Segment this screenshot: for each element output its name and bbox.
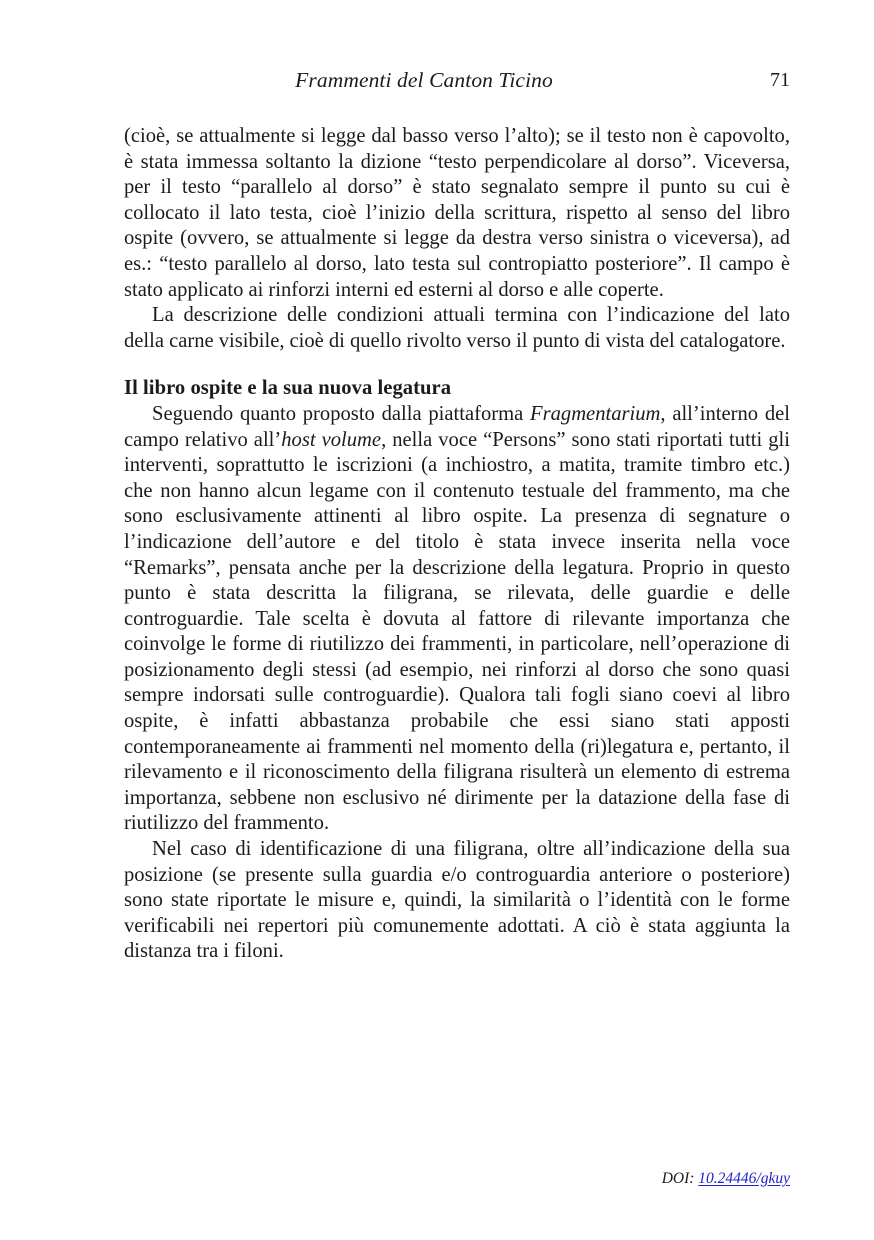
paragraph-descrizione-condizioni: La descrizione delle condizioni attuali termina con l’indicazione del lato della carne visibile, cioè di quello rivolto verso il punto di vista del catalogatore.: [124, 304, 790, 352]
italic-term-host-volume: host volume: [281, 428, 382, 451]
paragraph-text-run-3: , nella voce “Persons” sono stati riportati tutti gli interventi, soprattutto le iscrizioni (a inchiostro, a matita, tramite timbro etc.) che non hanno alcun legame con il contenuto testuale del frammento, ma che sono esclusivamente attinenti al libro ospite. La presenza di segnature o l’indicazione dell’autore e del titolo è stata invece inserita nella voce “Remarks”, pensata anche per la descrizione della legatura. Proprio in questo punto è stata descritta la filigrana, se rilevata, delle guardie e delle controguardie. Tale scelta è dovuta al fattore di rilevante importanza che coinvolge le forme di riutilizzo dei frammenti, in particolare, nell’operazione di posizionamento degli stessi (ad esempio, nei rinforzi al dorso che sono quasi sempre indorsati sulle controguardie). Qualora tali fogli siano coevi al libro ospite, è infatti abbastanza probabile che essi siano stati apposti contemporaneamente ai frammenti nel momento della (ri)legatura e, pertanto, il rilevamento e il riconoscimento della filigrana risulterà un elemento di estrema importanza, sebbene non esclusivo né dirimente per la datazione della fase di riutilizzo del frammento.: [124, 428, 790, 835]
running-head: [124, 68, 790, 98]
doi-footer: [662, 1170, 790, 1188]
italic-term-fragmentarium: Fragmentarium: [530, 402, 661, 425]
doi-link[interactable]: 10.24446/gkuy: [698, 1170, 790, 1187]
paragraph-text-run-2: , all’interno del campo relativo all’: [124, 402, 790, 451]
section-heading-libro-ospite: Il libro ospite e la sua nuova legatura: [124, 377, 452, 400]
page-number: 71: [770, 69, 790, 91]
paragraph-fragmentarium: [124, 402, 790, 837]
paragraph-continuation: (cioè, se attualmente si legge dal basso verso l’alto); se il testo non è capovolto, è stata immessa soltanto la dizione “testo perpendicolare al dorso”. Viceversa, per il testo “parallelo al dorso” è stato segnalato sempre il punto su cui è collocato il lato testa, cioè l’inizio della scrittura, rispetto al senso del libro ospite (ovvero, se attualmente si legge da destra verso sinistra o viceversa), ad es.: “testo parallelo al dorso, lato testa sul contropiatto posteriore”. Il campo è stato applicato ai rinforzi interni ed esterni al dorso e alle coperte.: [124, 125, 790, 301]
paragraph-text-run-1: Seguendo quanto proposto dalla piattaforma: [152, 402, 530, 425]
paragraph-filigrana: Nel caso di identificazione di una filigrana, oltre all’indicazione della sua posizione (se presente sulla guardia e/o controguardia anteriore o posteriore) sono state riportate le misure e, quindi, la similarità o l’identità con le forme verificabili nei repertori più comunemente adottati. A ciò è stata aggiunta la distanza tra i filoni.: [124, 838, 790, 963]
running-head-title: Frammenti del Canton Ticino: [295, 68, 553, 92]
body-text-block: [124, 124, 790, 965]
doi-label: DOI:: [661, 1170, 699, 1187]
